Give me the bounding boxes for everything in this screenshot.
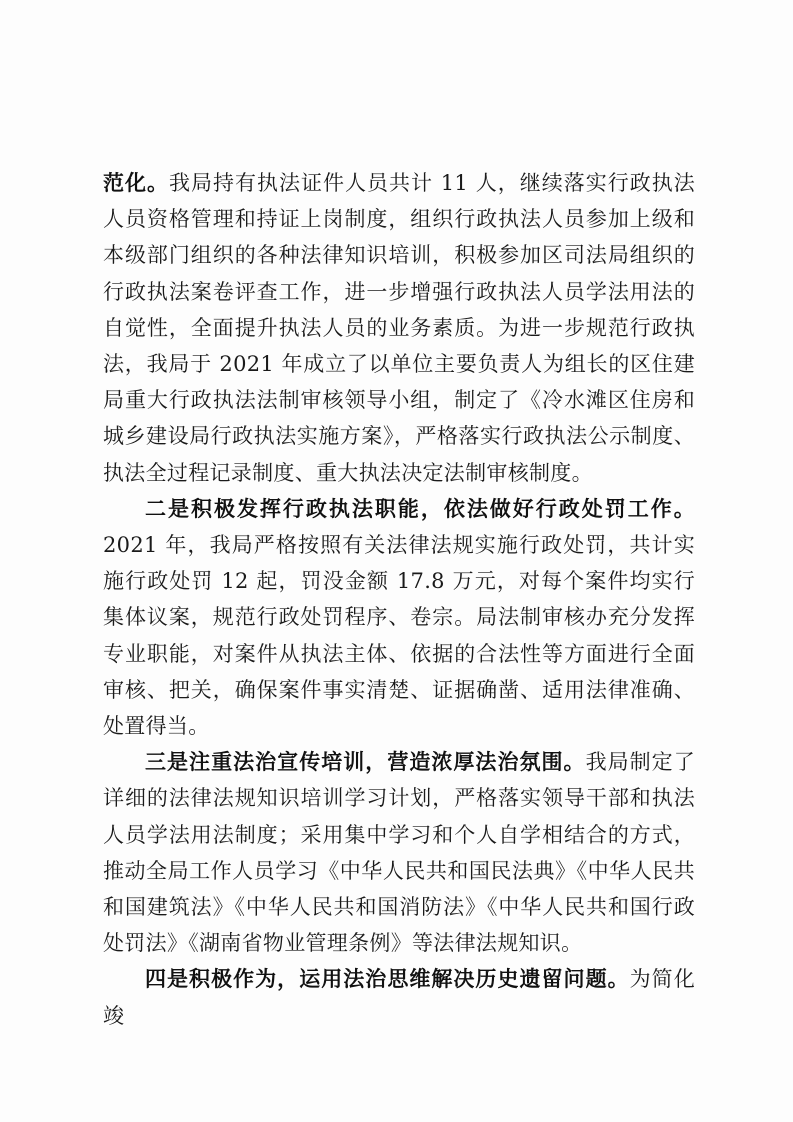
paragraph-lead: 范化。 bbox=[103, 170, 170, 195]
paragraph-text: 2021 年，我局严格按照有关法律法规实施行政处罚，共计实施行政处罚 12 起，罚没金额 17.8 万元，对每个案件均实行集体议案，规范行政处罚程序、卷宗。局法制审核办充分发挥专业职能，对案件从执法主体、依据的合法性等方面进行全面审核、把关，确保案件事实清楚、证据确凿、适用法律准确、处置得当。 bbox=[103, 533, 695, 739]
paragraph-publicity-training bbox=[103, 744, 695, 961]
paragraph-lead: 四是积极作为，运用法治思维解决历史遗留问题。 bbox=[145, 966, 630, 992]
paragraph-continuation bbox=[103, 165, 695, 491]
paragraph-lead: 三是注重法治宣传培训，营造浓厚法治氛围。 bbox=[145, 749, 586, 775]
paragraph-text: 我局制定了详细的法律法规知识培训学习计划，严格落实领导干部和执法人员学法用法制度；采用集中学习和个人自学相结合的方式，推动全局工作人员学习《中华人民共和国民法典》《中华人民共和国建筑法》《中华人民共和国消防法》《中华人民共和国行政处罚法》《湖南省物业管理条例》等法律法规知识。 bbox=[103, 750, 696, 956]
paragraph-text: 我局持有执法证件人员共计 11 人，继续落实行政执法人员资格管理和持证上岗制度，组织行政执法人员参加上级和本级部门组织的各种法律知识培训，积极参加区司法局组织的行政执法案卷评查工作，进一步增强行政执法人员学法用法的自觉性，全面提升执法人员的业务素质。为进一步规范行政执法，我局于 2021 年成立了以单位主要负责人为组长的区住建局重大行政执法法制审核领导小组，制定了《冷水滩区住房和城乡建设局行政执法实施方案》，严格落实行政执法公示制度、执法全过程记录制度、重大执法决定法制审核制度。 bbox=[103, 171, 696, 485]
paragraph-lead: 二是积极发挥行政执法职能，依法做好行政处罚工作。 bbox=[145, 495, 695, 521]
paragraph-historical-issues bbox=[103, 961, 695, 1033]
paragraph-text: 为简化竣 bbox=[103, 967, 695, 1028]
paragraph-enforcement-functions bbox=[103, 491, 695, 744]
document-body bbox=[103, 165, 695, 1034]
